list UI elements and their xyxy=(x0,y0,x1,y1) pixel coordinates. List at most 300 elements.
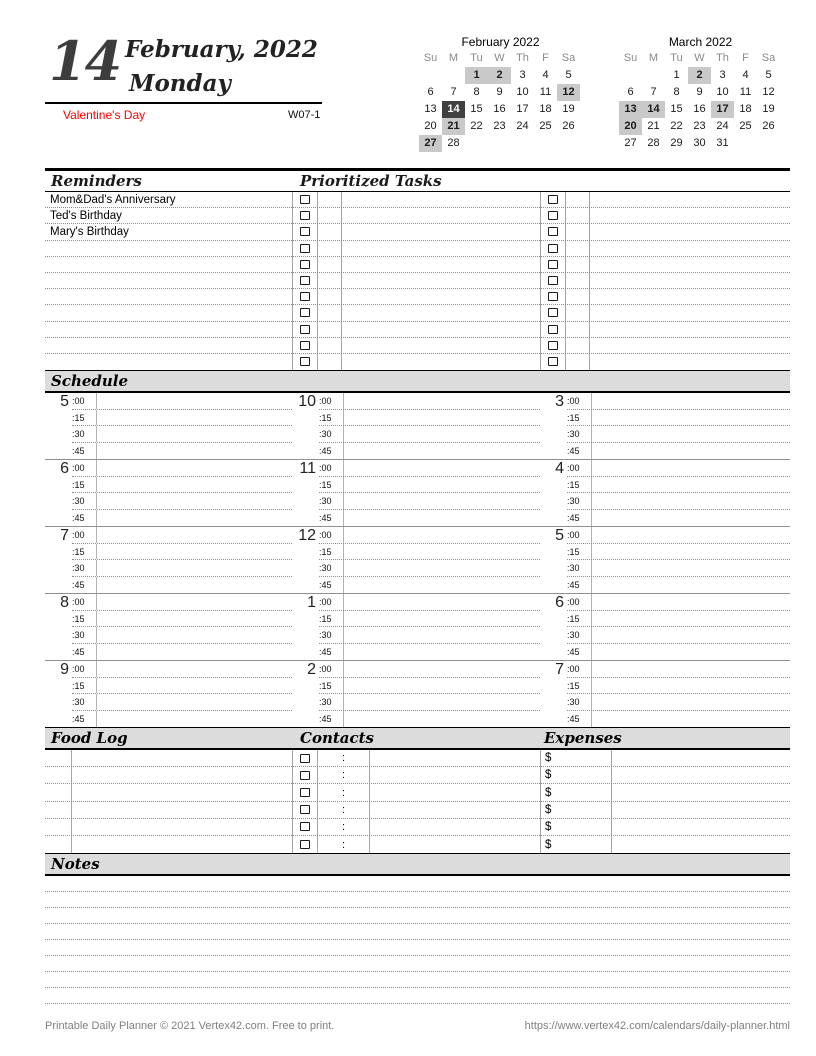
checkbox-icon xyxy=(300,227,310,236)
minute-label: :00 xyxy=(567,463,580,474)
task-check-cell xyxy=(292,322,318,337)
contact-row xyxy=(292,784,540,801)
expense-amount-cell: $ xyxy=(540,836,612,853)
schedule-entry-area xyxy=(343,493,540,509)
quarter-hour-row xyxy=(72,594,292,611)
reminder-row xyxy=(45,305,292,321)
website-link[interactable]: https://www.vertex42.com/calendars/daily-planner.html xyxy=(524,1020,790,1033)
schedule-entry-area xyxy=(343,577,540,594)
calendar-day: 4 xyxy=(742,69,749,81)
task-row xyxy=(540,257,790,273)
checkbox-icon xyxy=(300,805,310,814)
task-priority-cell xyxy=(566,241,590,256)
mini-calendar-february xyxy=(419,34,582,152)
expense-entry-area xyxy=(612,819,790,835)
minute-label: :15 xyxy=(567,680,580,691)
schedule-entry-area xyxy=(96,678,292,694)
notes-lines xyxy=(45,876,790,1004)
calendar-day: 22 xyxy=(470,120,483,132)
schedule-entry-area xyxy=(96,611,292,627)
schedule-entry-area xyxy=(96,493,292,509)
quarter-hour-row xyxy=(319,443,540,460)
hour-block xyxy=(292,594,540,661)
task-check-cell xyxy=(540,224,566,239)
quarter-hour-row xyxy=(72,443,292,460)
quarter-hour-row xyxy=(319,510,540,527)
minute-label: :45 xyxy=(567,579,580,590)
meal-label-cell xyxy=(45,767,72,783)
checkbox-icon xyxy=(548,276,558,285)
calendar-day: 21 xyxy=(442,118,465,135)
contact-time-cell: : xyxy=(318,784,370,800)
minute-label: :00 xyxy=(319,530,332,541)
minute-label: :45 xyxy=(72,579,85,590)
calendar-day: 16 xyxy=(493,103,506,115)
task-check-cell xyxy=(540,273,566,288)
hour-label: 3 xyxy=(555,393,564,411)
hour-block xyxy=(45,661,292,727)
calendar-title: March 2022 xyxy=(668,35,733,49)
hour-label: 6 xyxy=(60,460,69,478)
reminder-row: Mary's Birthday xyxy=(45,224,292,240)
calendar-day: 3 xyxy=(719,69,726,81)
task-row xyxy=(292,322,540,338)
contacts-title: Contacts xyxy=(300,729,375,748)
hour-label: 12 xyxy=(298,527,316,545)
mini-calendar-march xyxy=(619,34,782,152)
task-row xyxy=(292,257,540,273)
calendar-day: 5 xyxy=(765,69,772,81)
expense-row xyxy=(540,836,790,853)
checkbox-icon xyxy=(300,308,310,317)
hour-block xyxy=(292,527,540,594)
calendar-day: 15 xyxy=(670,103,683,115)
calendar-day: 16 xyxy=(693,103,706,115)
calendar-day: 6 xyxy=(427,86,434,98)
checkbox-icon xyxy=(548,292,558,301)
quarter-hour-row xyxy=(319,493,540,510)
food-log-row xyxy=(45,836,292,853)
quarter-hour-row xyxy=(567,627,790,644)
hour-block xyxy=(292,460,540,527)
calendar-day xyxy=(419,67,442,84)
minute-label: :00 xyxy=(567,396,580,407)
food-log-row xyxy=(45,750,292,767)
contact-entry-area xyxy=(370,750,540,766)
task-check-cell xyxy=(540,322,566,337)
calendar-day: 29 xyxy=(670,137,683,149)
holiday-label: Valentine's Day xyxy=(63,108,146,122)
schedule-entry-area xyxy=(591,460,790,476)
schedule-title: Schedule xyxy=(51,372,129,391)
task-entry-area xyxy=(590,354,790,370)
minute-label: :45 xyxy=(319,646,332,657)
quarter-hour-row xyxy=(567,510,790,527)
calendar-day: 9 xyxy=(696,86,703,98)
task-entry-area xyxy=(342,241,540,256)
quarter-hour-row xyxy=(567,493,790,510)
notes-header-bar xyxy=(45,853,790,876)
calendar-day xyxy=(534,135,557,152)
reminders-tasks-body xyxy=(45,192,790,370)
checkbox-icon xyxy=(300,341,310,350)
hour-block xyxy=(540,527,790,594)
calendar-day: 7 xyxy=(650,86,657,98)
task-priority-cell xyxy=(566,338,590,353)
minute-label: :30 xyxy=(567,563,580,574)
minute-label: :15 xyxy=(319,412,332,423)
schedule-entry-area xyxy=(96,594,292,610)
minute-label: :00 xyxy=(319,664,332,675)
contact-entry-area xyxy=(370,836,540,853)
quarter-hour-row xyxy=(567,410,790,427)
task-priority-cell xyxy=(318,192,342,207)
notes-line xyxy=(45,908,790,924)
quarter-hour-row xyxy=(567,443,790,460)
schedule-grid xyxy=(45,393,790,727)
food-log-row xyxy=(45,802,292,819)
hour-block xyxy=(45,594,292,661)
minute-label: :30 xyxy=(72,429,85,440)
task-check-cell xyxy=(292,224,318,239)
calendar-day: 9 xyxy=(496,86,503,98)
calendar-day xyxy=(642,67,665,84)
calendar-grid xyxy=(619,50,782,152)
minute-label: :00 xyxy=(567,664,580,675)
schedule-entry-area xyxy=(343,611,540,627)
task-check-cell xyxy=(292,354,318,370)
minute-label: :30 xyxy=(319,496,332,507)
calendar-weekday-label: W xyxy=(494,52,505,64)
reminder-row xyxy=(45,354,292,370)
contacts-list xyxy=(292,750,540,853)
calendar-day: 26 xyxy=(762,120,775,132)
meal-label-cell xyxy=(45,836,72,853)
task-entry-area xyxy=(590,338,790,353)
checkbox-icon xyxy=(548,211,558,220)
meal-label-cell xyxy=(45,802,72,818)
minute-label: :00 xyxy=(319,463,332,474)
task-priority-cell xyxy=(318,322,342,337)
minute-label: :00 xyxy=(72,530,85,541)
meal-label-cell xyxy=(45,750,72,766)
hour-label: 8 xyxy=(60,594,69,612)
task-row xyxy=(292,338,540,354)
task-check-cell xyxy=(292,208,318,223)
quarter-hour-row xyxy=(72,611,292,628)
quarter-hour-row xyxy=(567,711,790,728)
calendar-day: 8 xyxy=(473,86,480,98)
calendar-weekday-label: F xyxy=(542,52,549,64)
task-check-cell xyxy=(540,338,566,353)
schedule-entry-area xyxy=(591,678,790,694)
calendar-weekday-label: Tu xyxy=(670,52,683,64)
quarter-hour-row xyxy=(319,527,540,544)
month-year-title: February, 2022 xyxy=(125,36,318,63)
quarter-hour-row xyxy=(319,560,540,577)
minute-label: :15 xyxy=(319,613,332,624)
checkbox-icon xyxy=(300,788,310,797)
checkbox-icon xyxy=(548,341,558,350)
reminders-tasks-section xyxy=(45,168,790,370)
checkbox-icon xyxy=(300,840,310,849)
expense-entry-area xyxy=(612,836,790,853)
calendar-day-selected: 14 xyxy=(442,101,465,118)
calendar-weekday-label: Sa xyxy=(761,52,776,64)
schedule-entry-area xyxy=(591,544,790,560)
checkbox-icon xyxy=(300,771,310,780)
quarter-hour-row xyxy=(319,678,540,695)
schedule-entry-area xyxy=(343,544,540,560)
quarter-hour-row xyxy=(319,426,540,443)
quarter-hour-row xyxy=(72,678,292,695)
calendar-day: 1 xyxy=(465,67,488,84)
task-check-cell xyxy=(292,273,318,288)
calendar-weekday-label: F xyxy=(742,52,749,64)
expense-entry-area xyxy=(612,802,790,818)
minute-label: :45 xyxy=(72,646,85,657)
minute-label: :30 xyxy=(72,697,85,708)
quarter-hour-row xyxy=(319,460,540,477)
task-priority-cell xyxy=(566,273,590,288)
schedule-entry-area xyxy=(96,527,292,543)
hour-label: 5 xyxy=(555,527,564,545)
task-priority-cell xyxy=(566,257,590,272)
task-entry-area xyxy=(342,322,540,337)
minute-label: :30 xyxy=(72,496,85,507)
quarter-hour-row xyxy=(567,393,790,410)
hour-label: 6 xyxy=(555,594,564,612)
task-priority-cell xyxy=(318,305,342,320)
reminder-row: Mom&Dad's Anniversary xyxy=(45,192,292,208)
minute-label: :30 xyxy=(72,630,85,641)
task-entry-area xyxy=(590,192,790,207)
schedule-entry-area xyxy=(96,410,292,426)
food-log-row xyxy=(45,767,292,784)
minute-label: :15 xyxy=(567,546,580,557)
quarter-hour-row xyxy=(72,577,292,594)
task-row xyxy=(540,338,790,354)
task-row xyxy=(292,305,540,321)
reminder-row xyxy=(45,338,292,354)
minute-label: :15 xyxy=(72,613,85,624)
reminders-title: Reminders xyxy=(51,172,142,190)
task-check-cell xyxy=(540,241,566,256)
schedule-entry-area xyxy=(343,510,540,527)
calendar-day: 18 xyxy=(739,103,752,115)
quarter-hour-row xyxy=(567,560,790,577)
expense-row xyxy=(540,750,790,767)
quarter-hour-row xyxy=(72,627,292,644)
expense-amount-cell: $ xyxy=(540,802,612,818)
task-row xyxy=(292,289,540,305)
expense-row xyxy=(540,819,790,836)
meal-label-cell xyxy=(45,784,72,800)
checkbox-icon xyxy=(300,754,310,763)
task-check-cell xyxy=(292,338,318,353)
minute-label: :00 xyxy=(72,664,85,675)
calendar-day: 2 xyxy=(488,67,511,84)
quarter-hour-row xyxy=(567,611,790,628)
task-check-cell xyxy=(540,354,566,370)
notes-line xyxy=(45,940,790,956)
calendar-day: 27 xyxy=(419,135,442,152)
calendar-day: 26 xyxy=(562,120,575,132)
notes-line xyxy=(45,988,790,1004)
schedule-entry-area xyxy=(96,510,292,527)
schedule-entry-area xyxy=(591,711,790,728)
notes-line xyxy=(45,972,790,988)
task-row xyxy=(292,273,540,289)
calendar-day: 28 xyxy=(647,137,660,149)
task-row xyxy=(540,354,790,370)
calendar-weekday-label: M xyxy=(648,52,659,64)
food-contacts-expenses-header-bar xyxy=(45,727,790,750)
minute-label: :30 xyxy=(319,429,332,440)
expenses-title: Expenses xyxy=(544,729,622,748)
food-entry-area xyxy=(72,767,292,783)
calendar-day: 18 xyxy=(539,103,552,115)
calendar-day: 27 xyxy=(624,137,637,149)
task-row xyxy=(540,241,790,257)
checkbox-icon xyxy=(300,195,310,204)
hour-block xyxy=(292,393,540,460)
minute-label: :15 xyxy=(72,412,85,423)
task-check-cell xyxy=(292,257,318,272)
schedule-entry-area xyxy=(343,426,540,442)
weekday-title: Monday xyxy=(129,70,231,97)
reminders-list xyxy=(45,192,292,370)
task-entry-area xyxy=(590,289,790,304)
hour-block xyxy=(540,460,790,527)
hour-block xyxy=(45,527,292,594)
hour-label: 9 xyxy=(60,661,69,679)
quarter-hour-row xyxy=(72,711,292,728)
task-entry-area xyxy=(342,224,540,239)
calendar-weekday-label: Tu xyxy=(470,52,483,64)
calendar-grid xyxy=(419,50,582,152)
calendar-weekday-label: W xyxy=(694,52,705,64)
hour-label: 1 xyxy=(307,594,316,612)
quarter-hour-row xyxy=(72,560,292,577)
schedule-entry-area xyxy=(591,644,790,661)
day-number: 14 xyxy=(49,29,121,93)
quarter-hour-row xyxy=(567,477,790,494)
minute-label: :30 xyxy=(567,630,580,641)
contact-entry-area xyxy=(370,767,540,783)
calendar-day: 8 xyxy=(673,86,680,98)
quarter-hour-row xyxy=(72,493,292,510)
schedule-entry-area xyxy=(96,477,292,493)
reminder-row: Ted's Birthday xyxy=(45,208,292,224)
checkbox-icon xyxy=(548,325,558,334)
calendar-day: 1 xyxy=(673,69,680,81)
quarter-hour-row xyxy=(567,644,790,661)
expenses-list xyxy=(540,750,790,853)
schedule-entry-area xyxy=(96,443,292,460)
calendar-day: 20 xyxy=(424,120,437,132)
checkbox-icon xyxy=(548,244,558,253)
checkbox-icon xyxy=(548,260,558,269)
task-row xyxy=(540,224,790,240)
prioritized-tasks-title: Prioritized Tasks xyxy=(300,172,442,190)
schedule-entry-area xyxy=(96,460,292,476)
calendar-day: 5 xyxy=(565,69,572,81)
quarter-hour-row xyxy=(567,678,790,695)
minute-label: :00 xyxy=(72,396,85,407)
calendar-day xyxy=(511,135,534,152)
schedule-entry-area xyxy=(591,493,790,509)
calendar-day: 14 xyxy=(642,101,665,118)
minute-label: :45 xyxy=(319,579,332,590)
task-priority-cell xyxy=(566,305,590,320)
calendar-day: 24 xyxy=(716,120,729,132)
calendar-day: 13 xyxy=(424,103,437,115)
quarter-hour-row xyxy=(567,460,790,477)
calendar-day: 23 xyxy=(693,120,706,132)
task-row xyxy=(292,208,540,224)
expense-row xyxy=(540,767,790,784)
schedule-entry-area xyxy=(96,560,292,576)
minute-label: :30 xyxy=(567,697,580,708)
hour-label: 7 xyxy=(555,661,564,679)
schedule-entry-area xyxy=(591,477,790,493)
calendar-day: 10 xyxy=(716,86,729,98)
hour-label: 7 xyxy=(60,527,69,545)
task-row xyxy=(540,192,790,208)
hour-label: 11 xyxy=(299,460,316,478)
minute-label: :00 xyxy=(72,463,85,474)
schedule-entry-area xyxy=(96,644,292,661)
task-entry-area xyxy=(590,208,790,223)
calendar-day xyxy=(757,135,780,152)
food-contacts-expenses-body xyxy=(45,750,790,853)
schedule-entry-area xyxy=(343,661,540,677)
task-check-cell xyxy=(292,192,318,207)
notes-line xyxy=(45,876,790,892)
task-entry-area xyxy=(590,305,790,320)
schedule-entry-area xyxy=(591,594,790,610)
quarter-hour-row xyxy=(72,527,292,544)
minute-label: :30 xyxy=(567,496,580,507)
week-number-label: W07-1 xyxy=(288,109,321,121)
minute-label: :00 xyxy=(319,597,332,608)
meal-label-cell xyxy=(45,819,72,835)
schedule-entry-area xyxy=(591,627,790,643)
contact-row xyxy=(292,836,540,853)
minute-label: :15 xyxy=(319,479,332,490)
minute-label: :15 xyxy=(72,546,85,557)
quarter-hour-row xyxy=(567,661,790,678)
reminder-row xyxy=(45,289,292,305)
calendar-day: 11 xyxy=(539,86,552,98)
schedule-entry-area xyxy=(343,627,540,643)
checkbox-icon xyxy=(548,357,558,366)
calendar-weekday-label: Su xyxy=(423,52,438,64)
tasks-column-1 xyxy=(292,192,540,370)
notes-line xyxy=(45,924,790,940)
calendar-weekday-label: Th xyxy=(516,52,529,64)
task-priority-cell xyxy=(318,257,342,272)
calendar-day: 12 xyxy=(762,86,775,98)
calendar-day: 21 xyxy=(647,120,660,132)
calendar-day xyxy=(734,135,757,152)
quarter-hour-row xyxy=(567,577,790,594)
calendar-day: 24 xyxy=(516,120,529,132)
task-entry-area xyxy=(342,208,540,223)
task-priority-cell xyxy=(566,192,590,207)
task-row xyxy=(540,273,790,289)
